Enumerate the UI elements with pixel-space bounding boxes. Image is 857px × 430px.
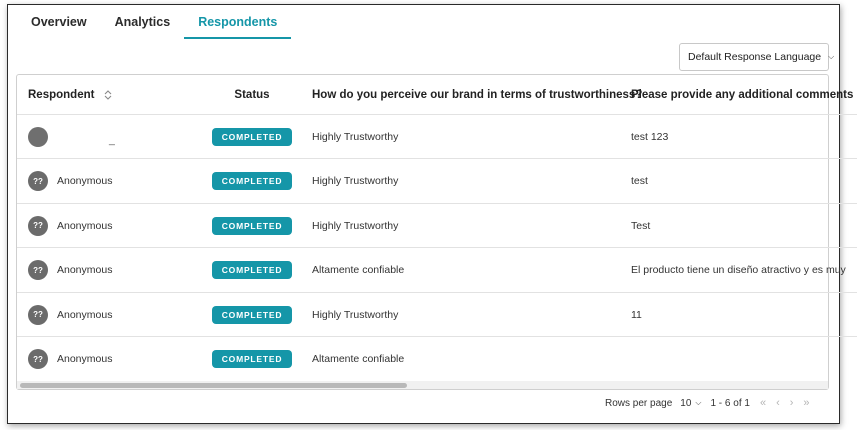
table-row[interactable] bbox=[17, 115, 857, 159]
respondent-name: Anonymous bbox=[57, 175, 113, 187]
avatar: ?? bbox=[28, 305, 48, 325]
respondent-name: Anonymous bbox=[57, 264, 113, 276]
respondents-panel bbox=[7, 4, 854, 424]
table-header-row bbox=[17, 75, 857, 115]
status-cell bbox=[212, 337, 292, 381]
header-respondent-label: Respondent bbox=[28, 88, 95, 101]
answer-trustworthiness: Altamente confiable bbox=[312, 264, 405, 276]
response-language-select[interactable] bbox=[679, 43, 835, 71]
header-status[interactable]: Status bbox=[234, 88, 270, 101]
answer-trustworthiness: Highly Trustworthy bbox=[312, 175, 399, 187]
respondent-cell bbox=[28, 204, 112, 247]
answer-comments: El producto tiene un diseño atractivo y es muy bbox=[631, 264, 846, 276]
status-cell bbox=[212, 115, 292, 158]
header-respondent[interactable] bbox=[28, 75, 113, 114]
respondent-cell bbox=[28, 159, 112, 203]
header-question-comments[interactable]: Please provide any additional comments bbox=[631, 88, 854, 101]
answer-trustworthiness: Altamente confiable bbox=[312, 353, 405, 365]
respondent-cell bbox=[28, 337, 112, 381]
status-badge: COMPLETED bbox=[212, 172, 292, 190]
avatar: ?? bbox=[28, 216, 48, 236]
respondent-name: Anonymous bbox=[57, 353, 113, 365]
scrollbar-thumb[interactable] bbox=[20, 383, 407, 388]
answer-comments: test 123 bbox=[631, 130, 669, 143]
previous-page-icon[interactable]: ‹ bbox=[776, 397, 780, 409]
tab-respondents[interactable]: Respondents bbox=[184, 5, 291, 39]
first-page-icon[interactable]: « bbox=[759, 397, 767, 409]
chevron-down-icon: ⌵ bbox=[828, 52, 835, 61]
tab-overview[interactable]: Overview bbox=[31, 15, 87, 29]
status-badge: COMPLETED bbox=[212, 306, 292, 324]
status-badge: COMPLETED bbox=[212, 350, 292, 368]
answer-comments: 11 bbox=[631, 308, 642, 321]
status-badge: COMPLETED bbox=[212, 261, 292, 279]
respondent-name: Anonymous bbox=[57, 219, 113, 232]
respondent-cell bbox=[28, 248, 112, 292]
table-row[interactable] bbox=[17, 293, 857, 337]
tab-bar bbox=[17, 5, 291, 39]
rows-per-page-label: Rows per page bbox=[605, 397, 673, 409]
status-cell bbox=[212, 204, 292, 247]
rows-per-page-value: 10 bbox=[680, 397, 692, 409]
avatar bbox=[28, 127, 48, 147]
status-cell bbox=[212, 248, 292, 292]
table-row[interactable] bbox=[17, 204, 857, 248]
tab-analytics[interactable]: Analytics bbox=[114, 15, 171, 29]
answer-comments: test bbox=[631, 175, 648, 187]
answer-trustworthiness: Highly Trustworthy bbox=[312, 219, 399, 232]
avatar: ?? bbox=[28, 171, 48, 191]
status-cell bbox=[212, 159, 292, 203]
avatar: ?? bbox=[28, 349, 48, 369]
table-row[interactable] bbox=[17, 248, 857, 293]
response-language-value: Default Response Language bbox=[688, 51, 822, 63]
respondent-name: Anonymous bbox=[57, 308, 113, 321]
respondent-cell bbox=[28, 115, 115, 158]
respondent-cell bbox=[28, 293, 112, 336]
answer-trustworthiness: Highly Trustworthy bbox=[312, 308, 399, 321]
answer-comments: Test bbox=[631, 219, 651, 232]
status-badge: COMPLETED bbox=[212, 128, 292, 146]
next-page-icon[interactable]: › bbox=[789, 397, 794, 409]
respondents-table bbox=[16, 74, 854, 390]
status-cell bbox=[212, 293, 292, 336]
answer-trustworthiness: Highly Trustworthy bbox=[312, 130, 399, 143]
avatar: ?? bbox=[28, 260, 48, 280]
respondent-suffix: _ bbox=[109, 133, 115, 146]
table-row[interactable] bbox=[17, 159, 857, 204]
sort-icon[interactable] bbox=[103, 89, 113, 101]
last-page-icon[interactable]: » bbox=[803, 397, 810, 409]
horizontal-scrollbar[interactable] bbox=[17, 381, 828, 389]
page-range: 1 - 6 of 1 bbox=[710, 397, 750, 409]
header-question-trustworthiness[interactable]: How do you perceive our brand in terms of trustworthiness? bbox=[312, 88, 643, 101]
pagination bbox=[605, 394, 810, 412]
table-row[interactable] bbox=[17, 337, 857, 381]
status-badge: COMPLETED bbox=[212, 217, 292, 235]
chevron-down-icon: ⌵ bbox=[695, 398, 702, 407]
rows-per-page-select[interactable] bbox=[680, 398, 701, 409]
